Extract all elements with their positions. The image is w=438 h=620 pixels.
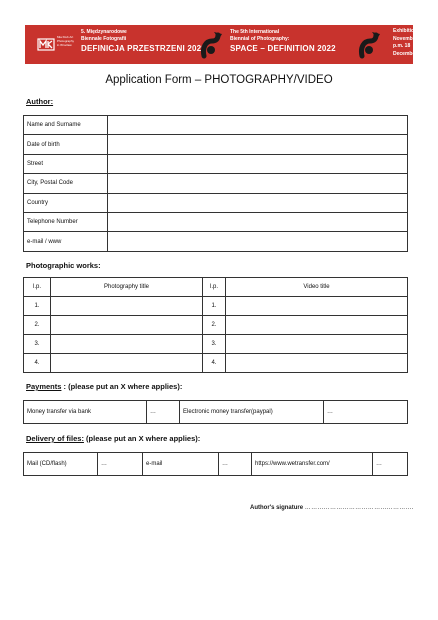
payments-heading-x: X xyxy=(120,382,126,391)
photo-title-header: Photography title xyxy=(51,278,203,297)
video-title-field[interactable] xyxy=(226,316,408,335)
video-number: 2. xyxy=(203,316,226,335)
author-field-label: Name and Surname xyxy=(24,116,108,135)
exhibition-line-1: Exhibition xyxy=(393,28,418,34)
author-field-input[interactable] xyxy=(108,193,408,212)
author-row xyxy=(24,193,408,212)
video-number-header: l.p. xyxy=(203,278,226,297)
author-heading xyxy=(26,97,53,106)
works-table xyxy=(23,277,408,373)
stylized-glyph-icon xyxy=(200,29,224,60)
author-field-label: Date of birth xyxy=(24,135,108,154)
works-row xyxy=(24,354,408,373)
delivery-table xyxy=(23,452,408,476)
en-line-1: The 5th International xyxy=(230,29,280,35)
author-field-input[interactable] xyxy=(108,232,408,251)
pl-line-2: Biennale Fotografii xyxy=(81,35,127,42)
mail-mark-field[interactable]: … xyxy=(98,453,143,476)
works-header-row xyxy=(24,278,408,297)
video-number: 4. xyxy=(203,354,226,373)
exhibition-line-2: November 4 xyxy=(393,35,422,42)
delivery-heading-rest-2: where applies): xyxy=(143,434,201,443)
author-row xyxy=(24,135,408,154)
author-row xyxy=(24,154,408,173)
email-mark-field[interactable]: … xyxy=(219,453,252,476)
payments-heading-rest-2: where applies): xyxy=(125,382,183,391)
bank-transfer-label: Money transfer via bank xyxy=(24,401,147,424)
payments-heading-rest: : (please put an xyxy=(61,382,121,391)
video-number: 1. xyxy=(203,297,226,316)
author-table xyxy=(23,115,408,252)
delivery-heading-rest: (please put an xyxy=(83,434,139,443)
delivery-heading-x: X xyxy=(138,434,144,443)
signature-line xyxy=(250,505,414,511)
author-field-label: Telephone Number xyxy=(24,212,108,231)
author-field-input[interactable] xyxy=(108,212,408,231)
author-field-label: City, Postal Code xyxy=(24,174,108,193)
signature-field[interactable]: ……………………………………………. xyxy=(304,505,414,511)
photo-title-field[interactable] xyxy=(51,297,203,316)
payments-heading-bold: Payments xyxy=(26,382,62,391)
payments-heading xyxy=(26,382,182,391)
exhibition-line-4: December 2 xyxy=(393,50,422,57)
payments-table xyxy=(23,400,408,424)
paypal-transfer-mark-field[interactable]: … xyxy=(324,401,408,424)
author-field-input[interactable] xyxy=(108,135,408,154)
video-title-field[interactable] xyxy=(226,354,408,373)
author-field-input[interactable] xyxy=(108,174,408,193)
author-row xyxy=(24,232,408,251)
paypal-transfer-label: Electronic money transfer(paypal) xyxy=(180,401,324,424)
photo-number: 3. xyxy=(24,335,51,354)
delivery-row xyxy=(24,453,408,476)
exhibition-dates xyxy=(393,28,438,58)
mail-label: Mail (CD/flash) xyxy=(24,453,98,476)
author-field-input[interactable] xyxy=(108,154,408,173)
wetransfer-label: https://www.wetransfer.com/ xyxy=(252,453,373,476)
exhibition-line-3: p.m. 18 xyxy=(393,43,411,49)
email-label: e-mail xyxy=(143,453,219,476)
author-row xyxy=(24,174,408,193)
photo-number-header: l.p. xyxy=(24,278,51,297)
delivery-heading-bold: Delivery of files: xyxy=(26,434,84,443)
en-line-2: Biennial of Photography: xyxy=(230,35,290,42)
logo-text: Mia Klub Art Photography in Wroclaw xyxy=(57,35,75,47)
wetransfer-mark-field[interactable]: … xyxy=(373,453,408,476)
english-title-block xyxy=(230,29,336,54)
works-row xyxy=(24,316,408,335)
photo-number: 2. xyxy=(24,316,51,335)
photo-title-field[interactable] xyxy=(51,335,203,354)
photo-number: 4. xyxy=(24,354,51,373)
works-row xyxy=(24,335,408,354)
delivery-heading xyxy=(26,434,200,443)
works-heading-text: Photographic works: xyxy=(26,261,101,270)
header-banner xyxy=(25,25,422,64)
photo-title-field[interactable] xyxy=(51,316,203,335)
video-title-field[interactable] xyxy=(226,297,408,316)
polish-title-block xyxy=(81,29,206,54)
form-title: Application Form – PHOTOGRAPHY/VIDEO xyxy=(105,74,333,86)
photo-title-field[interactable] xyxy=(51,354,203,373)
video-number: 3. xyxy=(203,335,226,354)
stylized-glyph-icon xyxy=(358,29,382,60)
video-title-field[interactable] xyxy=(226,335,408,354)
signature-label: Author's signature xyxy=(250,505,304,511)
author-field-label: Street xyxy=(24,154,108,173)
pl-title: DEFINICJA PRZESTRZENI 2022 xyxy=(81,44,206,53)
club-logo-icon xyxy=(37,35,55,53)
payments-row xyxy=(24,401,408,424)
works-row xyxy=(24,297,408,316)
photo-number: 1. xyxy=(24,297,51,316)
author-field-input[interactable] xyxy=(108,116,408,135)
author-field-label: e-mail / www xyxy=(24,232,108,251)
bank-transfer-mark-field[interactable]: … xyxy=(147,401,180,424)
author-row xyxy=(24,212,408,231)
author-heading-text: Author: xyxy=(26,97,54,106)
video-title-header: Video title xyxy=(226,278,408,297)
works-heading xyxy=(26,261,101,270)
author-field-label: Country xyxy=(24,193,108,212)
pl-line-1: 5. Międzynarodowe xyxy=(81,29,127,35)
author-row xyxy=(24,116,408,135)
en-title: SPACE – DEFINITION 2022 xyxy=(230,44,336,53)
